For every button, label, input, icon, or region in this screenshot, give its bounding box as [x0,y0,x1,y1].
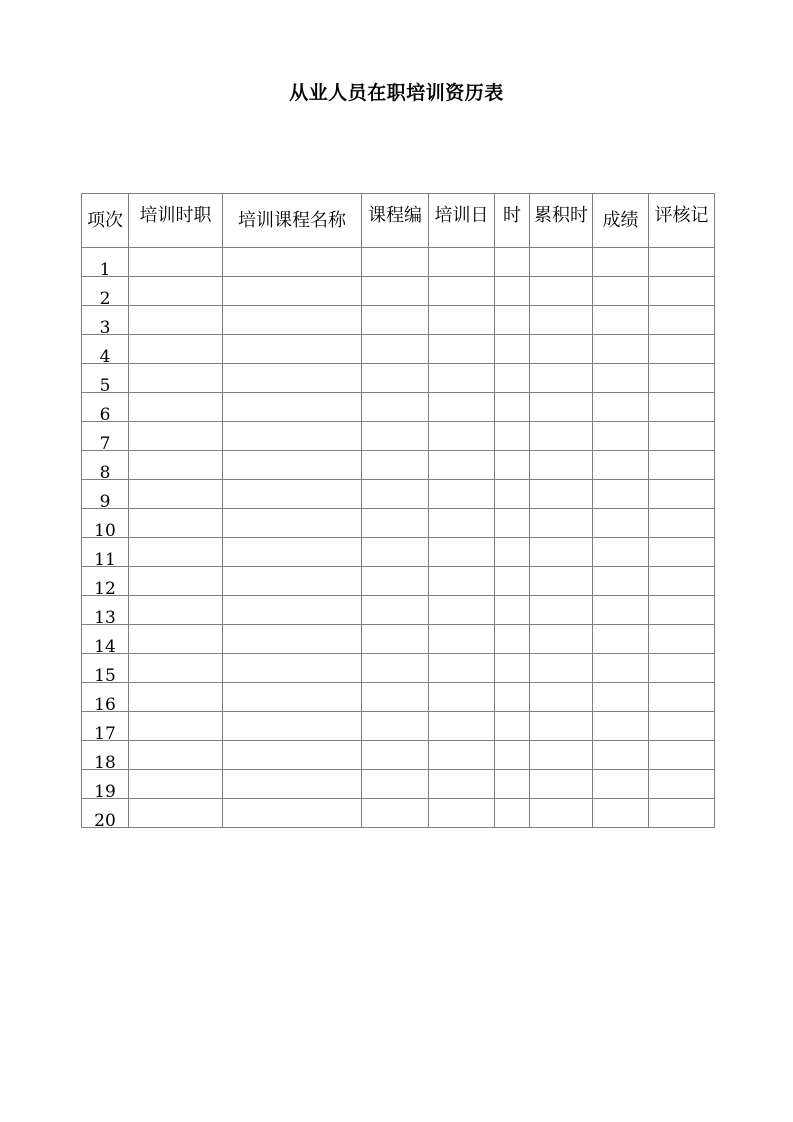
item-number: 17 [94,724,116,741]
table-cell[interactable] [530,480,593,509]
table-cell[interactable] [362,770,429,799]
table-cell[interactable] [495,335,530,364]
table-cell[interactable] [649,335,715,364]
table-cell[interactable] [129,480,223,509]
table-row [82,799,715,828]
item-number: 12 [94,579,116,596]
table-cell[interactable] [223,538,362,567]
table-cell[interactable] [530,509,593,538]
table-cell[interactable] [129,248,223,277]
table-cell[interactable] [530,538,593,567]
table-row [82,509,715,538]
table-cell[interactable] [223,799,362,828]
table-row [82,712,715,741]
item-number: 14 [94,637,116,654]
table-cell[interactable] [593,712,649,741]
item-number: 18 [94,753,116,770]
table-cell[interactable] [593,480,649,509]
table-cell[interactable] [129,741,223,770]
table-row [82,335,715,364]
table-cell[interactable] [530,306,593,335]
header-item-no: 项次 [82,194,129,248]
table-cell[interactable] [429,683,495,712]
table-cell[interactable] [429,364,495,393]
table-cell[interactable] [429,567,495,596]
item-number-cell [82,393,129,422]
table-cell[interactable] [530,364,593,393]
header-cumulative-hours: 累积时 [530,194,593,248]
table-cell[interactable] [129,306,223,335]
table-cell[interactable] [593,509,649,538]
item-number-cell [82,799,129,828]
table-cell[interactable] [593,683,649,712]
table-cell[interactable] [530,741,593,770]
table-cell[interactable] [129,422,223,451]
table-cell[interactable] [223,625,362,654]
training-record-table [81,193,715,828]
item-number-cell [82,567,129,596]
table-cell[interactable] [530,596,593,625]
table-cell[interactable] [649,538,715,567]
header-score: 成绩 [593,194,649,248]
table-cell[interactable] [223,770,362,799]
table-cell[interactable] [649,596,715,625]
table-cell[interactable] [362,625,429,654]
table-cell[interactable] [223,364,362,393]
table-cell[interactable] [649,683,715,712]
item-number-cell [82,451,129,480]
item-number-cell [82,596,129,625]
table-cell[interactable] [649,422,715,451]
item-number: 11 [94,550,116,567]
table-cell[interactable] [593,451,649,480]
table-cell[interactable] [495,393,530,422]
table-cell[interactable] [362,451,429,480]
item-number-cell [82,248,129,277]
table-row [82,741,715,770]
table-cell[interactable] [593,306,649,335]
table-cell[interactable] [530,422,593,451]
table-cell[interactable] [530,567,593,596]
table-cell[interactable] [429,393,495,422]
item-number: 5 [99,376,111,393]
table-cell[interactable] [495,741,530,770]
table-cell[interactable] [223,596,362,625]
item-number: 9 [99,492,111,509]
table-cell[interactable] [223,567,362,596]
table-cell[interactable] [495,596,530,625]
table-cell[interactable] [362,654,429,683]
table-cell[interactable] [362,335,429,364]
table-cell[interactable] [495,248,530,277]
table-cell[interactable] [223,277,362,306]
item-number: 4 [99,347,111,364]
table-row [82,683,715,712]
table-cell[interactable] [429,799,495,828]
table-cell[interactable] [223,335,362,364]
table-cell[interactable] [495,712,530,741]
table-cell[interactable] [362,741,429,770]
table-cell[interactable] [495,538,530,567]
table-cell[interactable] [362,480,429,509]
table-cell[interactable] [495,799,530,828]
table-cell[interactable] [223,393,362,422]
table-row [82,596,715,625]
table-cell[interactable] [429,625,495,654]
table-cell[interactable] [129,335,223,364]
table-cell[interactable] [530,451,593,480]
table-cell[interactable] [649,306,715,335]
item-number: 7 [99,434,111,451]
table-cell[interactable] [129,596,223,625]
table-cell[interactable] [593,538,649,567]
table-cell[interactable] [649,712,715,741]
table-row [82,480,715,509]
table-row [82,422,715,451]
table-cell[interactable] [223,683,362,712]
table-cell[interactable] [129,277,223,306]
header-evaluation-record: 评核记 [649,194,715,248]
table-cell[interactable] [530,683,593,712]
table-cell[interactable] [649,654,715,683]
table-cell[interactable] [129,393,223,422]
item-number-cell [82,422,129,451]
table-cell[interactable] [429,654,495,683]
table-row [82,306,715,335]
table-cell[interactable] [362,393,429,422]
item-number: 16 [94,695,116,712]
table-cell[interactable] [593,799,649,828]
table-cell[interactable] [129,683,223,712]
table-row [82,538,715,567]
table-cell[interactable] [429,770,495,799]
table-cell[interactable] [429,451,495,480]
item-number: 1 [99,260,111,277]
table-cell[interactable] [530,654,593,683]
header-hours: 时 [495,194,530,248]
table-cell[interactable] [223,451,362,480]
table-cell[interactable] [495,480,530,509]
table-row [82,277,715,306]
table-cell[interactable] [530,277,593,306]
table-cell[interactable] [495,625,530,654]
table-cell[interactable] [362,277,429,306]
table-cell[interactable] [362,248,429,277]
table-cell[interactable] [362,422,429,451]
table-cell[interactable] [593,277,649,306]
table-cell[interactable] [223,741,362,770]
table-row [82,451,715,480]
table-cell[interactable] [362,306,429,335]
table-row [82,770,715,799]
item-number: 8 [99,463,111,480]
table-cell[interactable] [593,741,649,770]
table-cell[interactable] [129,567,223,596]
table-cell[interactable] [649,248,715,277]
table-cell[interactable] [429,422,495,451]
item-number-cell [82,741,129,770]
table-cell[interactable] [593,335,649,364]
page-title: 从业人员在职培训资历表 [289,82,504,104]
header-course-name: 培训课程名称 [223,194,362,248]
table-cell[interactable] [362,509,429,538]
table-cell[interactable] [593,364,649,393]
item-number: 10 [94,521,116,538]
table-cell[interactable] [530,799,593,828]
table-cell[interactable] [593,596,649,625]
table-cell[interactable] [223,480,362,509]
table-cell[interactable] [129,654,223,683]
item-number: 2 [99,289,111,306]
item-number: 15 [94,666,116,683]
table-cell[interactable] [129,799,223,828]
table-cell[interactable] [429,277,495,306]
table-cell[interactable] [495,422,530,451]
table-cell[interactable] [593,567,649,596]
table-cell[interactable] [223,654,362,683]
item-number-cell [82,335,129,364]
table-cell[interactable] [129,509,223,538]
table-cell[interactable] [129,451,223,480]
table-cell[interactable] [495,567,530,596]
table-cell[interactable] [223,248,362,277]
table-cell[interactable] [649,393,715,422]
header-training-date: 培训日 [429,194,495,248]
table-cell[interactable] [429,248,495,277]
item-number: 6 [99,405,111,422]
table-row [82,248,715,277]
item-number: 13 [94,608,116,625]
item-number: 3 [99,318,111,335]
table-cell[interactable] [129,712,223,741]
header-course-code: 课程编 [362,194,429,248]
table-cell[interactable] [495,770,530,799]
header-training-position: 培训时职 [129,194,223,248]
table-cell[interactable] [495,451,530,480]
table-cell[interactable] [129,364,223,393]
table-row [82,625,715,654]
table-cell[interactable] [530,248,593,277]
table-cell[interactable] [129,538,223,567]
table-cell[interactable] [593,654,649,683]
item-number-cell [82,480,129,509]
table-cell[interactable] [429,306,495,335]
item-number-cell [82,364,129,393]
table-cell[interactable] [362,364,429,393]
table-row [82,393,715,422]
table-row [82,654,715,683]
table-cell[interactable] [429,480,495,509]
table-cell[interactable] [649,509,715,538]
table-cell[interactable] [362,683,429,712]
table-cell[interactable] [495,306,530,335]
table-cell[interactable] [429,741,495,770]
table-cell[interactable] [530,712,593,741]
table-cell[interactable] [593,393,649,422]
table-row [82,364,715,393]
table-cell[interactable] [495,654,530,683]
table-cell[interactable] [649,451,715,480]
table-cell[interactable] [223,509,362,538]
table-cell[interactable] [495,364,530,393]
table-cell[interactable] [530,770,593,799]
table-cell[interactable] [129,625,223,654]
table-cell[interactable] [429,538,495,567]
table-cell[interactable] [429,596,495,625]
table-cell[interactable] [495,683,530,712]
table-cell[interactable] [362,596,429,625]
table-cell[interactable] [362,567,429,596]
table-cell[interactable] [593,625,649,654]
table-cell[interactable] [223,712,362,741]
table-cell[interactable] [530,335,593,364]
table-cell[interactable] [649,799,715,828]
table-cell[interactable] [649,480,715,509]
item-number-cell [82,683,129,712]
item-number-cell [82,654,129,683]
table-cell[interactable] [649,770,715,799]
table-cell[interactable] [223,306,362,335]
table-cell[interactable] [429,509,495,538]
table-cell[interactable] [429,712,495,741]
item-number-cell [82,509,129,538]
table-cell[interactable] [362,538,429,567]
header-row [82,194,715,248]
table-cell[interactable] [530,393,593,422]
table-cell[interactable] [649,567,715,596]
table-cell[interactable] [593,770,649,799]
item-number-cell [82,625,129,654]
table-cell[interactable] [649,364,715,393]
table-cell[interactable] [593,422,649,451]
table-cell[interactable] [495,509,530,538]
table-cell[interactable] [649,277,715,306]
item-number-cell [82,712,129,741]
item-number-cell [82,770,129,799]
table-cell[interactable] [530,625,593,654]
item-number-cell [82,277,129,306]
table-cell[interactable] [429,335,495,364]
item-number-cell [82,538,129,567]
table-cell[interactable] [649,625,715,654]
table-cell[interactable] [495,277,530,306]
table-cell[interactable] [129,770,223,799]
table-cell[interactable] [223,422,362,451]
table-row [82,567,715,596]
table-cell[interactable] [362,799,429,828]
table-cell[interactable] [649,741,715,770]
table-cell[interactable] [362,712,429,741]
table-body [82,248,715,828]
item-number: 19 [94,782,116,799]
item-number-cell [82,306,129,335]
table-cell[interactable] [593,248,649,277]
item-number: 20 [94,811,116,828]
